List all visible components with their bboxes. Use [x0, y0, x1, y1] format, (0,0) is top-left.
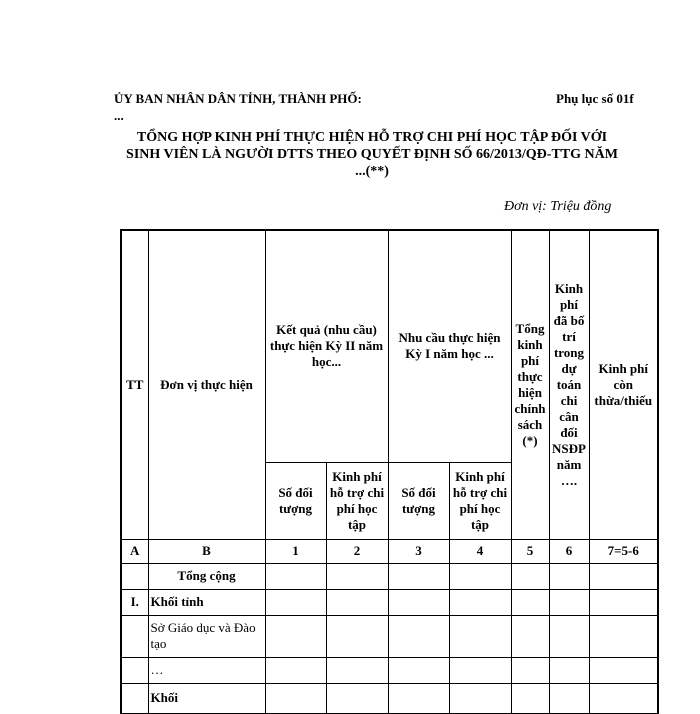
row-name: Khối tỉnh [148, 589, 265, 615]
col-code: 6 [549, 539, 589, 563]
col-code: 3 [388, 539, 449, 563]
col-code: 4 [449, 539, 511, 563]
table-row [121, 615, 658, 657]
row-tt: I. [121, 589, 148, 615]
row-name: Sở Giáo dục và Đào tạo [148, 615, 265, 657]
header-tt: TT [121, 230, 148, 539]
col-code: A [121, 539, 148, 563]
row-tt [121, 683, 148, 713]
row-name: … [148, 657, 265, 683]
funding-table [120, 229, 659, 714]
agency-name: ỦY BAN NHÂN DÂN TỈNH, THÀNH PHỐ: ... [114, 91, 362, 123]
col-code: 1 [265, 539, 326, 563]
header-balance: Kinh phí còn thừa/thiếu [589, 230, 658, 539]
header-allocated: Kinh phí đã bố trí trong dự toán chi cân đối NSĐP năm …. [549, 230, 589, 539]
header-result-ky2: Kết quả (nhu cầu) thực hiện Kỳ II năm học... [265, 230, 388, 462]
document-title: TỔNG HỢP KINH PHÍ THỰC HIỆN HỖ TRỢ CHI PHÍ HỌC TẬP ĐỐI VỚI SINH VIÊN LÀ NGƯỜI DTTS THEO QUYẾT ĐỊNH SỐ 66/2013/QĐ-TTG NĂM ...(**) [126, 130, 618, 179]
table-row [121, 683, 658, 713]
row-tt [121, 657, 148, 683]
header-unit: Đơn vị thực hiện [148, 230, 265, 539]
row-tt [121, 615, 148, 657]
col-code: 7=5-6 [589, 539, 658, 563]
subheader-count: Số đối tượng [265, 462, 326, 539]
row-tt [121, 563, 148, 589]
table-row [121, 589, 658, 615]
table-row [121, 657, 658, 683]
row-name: Khối [148, 683, 265, 713]
appendix-label: Phụ lục số 01f [556, 91, 634, 106]
header-total: Tổng kinh phí thực hiện chính sách (*) [511, 230, 549, 539]
unit-label: Đơn vị: Triệu đồng [504, 199, 612, 214]
table-row [121, 563, 658, 589]
col-code: 5 [511, 539, 549, 563]
subheader-count: Số đối tượng [388, 462, 449, 539]
col-code: B [148, 539, 265, 563]
subheader-funding: Kinh phí hỗ trợ chi phí học tập [326, 462, 388, 539]
subheader-funding: Kinh phí hỗ trợ chi phí học tập [449, 462, 511, 539]
row-name: Tổng cộng [148, 563, 265, 589]
header-need-ky1: Nhu cầu thực hiện Kỳ I năm học ... [388, 230, 511, 462]
col-code: 2 [326, 539, 388, 563]
